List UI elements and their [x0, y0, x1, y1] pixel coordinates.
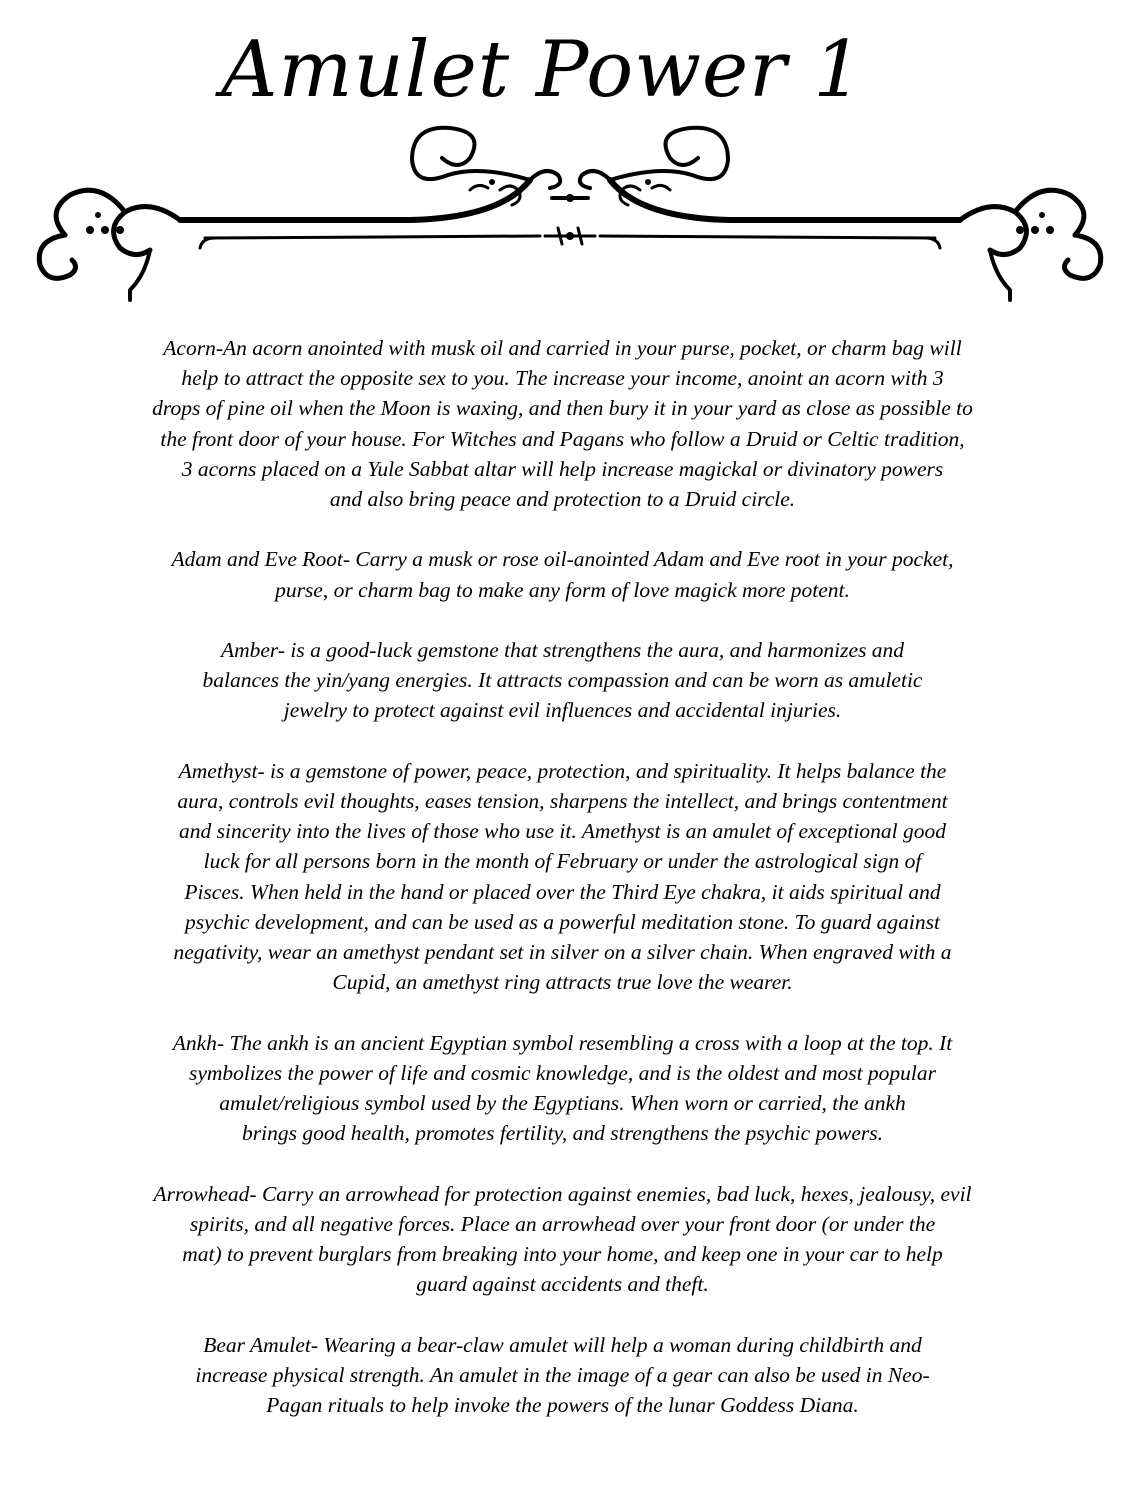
entry-line: Amber- is a good-luck gemstone that strengthens the aura, and harmonizes and	[220, 638, 905, 662]
entry-line: brings good health, promotes fertility, and strengthens the psychic powers.	[242, 1121, 883, 1146]
entry-line: and also bring peace and protection to a Druid circle.	[329, 487, 796, 512]
entry-acorn	[60, 333, 1065, 514]
entry-line: balances the yin/yang energies. It attracts compassion and can be worn as amuletic	[202, 668, 923, 693]
entry-line: spirits, and all negative forces. Place an arrowhead over your front door (or under the	[189, 1211, 936, 1236]
entry-amethyst	[60, 756, 1065, 998]
page-title: Amulet Power 1	[221, 25, 864, 115]
entry-line: symbolizes the power of life and cosmic knowledge, and is the oldest and most popular	[188, 1060, 937, 1085]
entry-line: Cupid, an amethyst ring attracts true love the wearer.	[332, 970, 793, 995]
entry-line: Ankh- The ankh is an ancient Egyptian symbol resembling a cross with a loop at the top. It	[172, 1030, 953, 1055]
entry-line: 3 acorns placed on a Yule Sabbat altar will help increase magickal or divinatory powers	[181, 456, 944, 481]
entry-bear-amulet	[60, 1330, 1065, 1421]
entry-line: jewelry to protect against evil influences and accidental injuries.	[283, 698, 842, 723]
ornamental-divider	[30, 120, 1110, 305]
entry-line: the front door of your house. For Witches and Pagans who follow a Druid or Celtic tradition,	[160, 426, 965, 451]
entry-line: guard against accidents and theft.	[416, 1272, 709, 1297]
entry-line: aura, controls evil thoughts, eases tension, sharpens the intellect, and brings contentment	[177, 789, 948, 813]
entry-ankh	[60, 1028, 1065, 1149]
entry-adam-and-eve-root	[60, 544, 1065, 604]
entry-amber	[60, 635, 1065, 726]
entry-line: purse, or charm bag to make any form of love magick more potent.	[275, 577, 850, 602]
entry-line: Pisces. When held in the hand or placed over the Third Eye chakra, it aids spiritual and	[184, 879, 941, 904]
entry-line: help to attract the opposite sex to you. The increase your income, anoint an acorn with 3	[181, 366, 944, 391]
entry-line: psychic development, and can be used as a powerful meditation stone. To guard against	[184, 909, 940, 934]
entry-line: Pagan rituals to help invoke the powers of the lunar Goddess Diana.	[266, 1393, 859, 1418]
entry-line: Acorn-An acorn anointed with musk oil and carried in your purse, pocket, or charm bag will	[163, 336, 962, 360]
entry-line: luck for all persons born in the month of February or under the astrological sign of	[203, 849, 922, 874]
entry-arrowhead	[60, 1179, 1065, 1300]
entry-line: Bear Amulet- Wearing a bear-claw amulet will help a woman during childbirth and	[203, 1332, 922, 1357]
entry-line: and sincerity into the lives of those who use it. Amethyst is an amulet of exceptional good	[179, 819, 946, 844]
entry-line: drops of pine oil when the Moon is waxing, and then bury it in your yard as close as possible to	[152, 396, 973, 421]
entry-line: Arrowhead- Carry an arrowhead for protection against enemies, bad luck, hexes, jealousy, evil	[153, 1181, 972, 1206]
entry-line: increase physical strength. An amulet in the image of a gear can also be used in Neo-	[195, 1362, 930, 1387]
amulet-entries	[60, 333, 1065, 1450]
entry-line: negativity, wear an amethyst pendant set in silver on a silver chain. When engraved with a	[173, 940, 952, 965]
entry-line: Adam and Eve Root- Carry a musk or rose oil-anointed Adam and Eve root in your pocket,	[171, 547, 954, 572]
entry-line: amulet/religious symbol used by the Egyptians. When worn or carried, the ankh	[219, 1091, 906, 1116]
entry-line: Amethyst- is a gemstone of power, peace, protection, and spirituality. It helps balance the	[178, 758, 947, 783]
entry-line: mat) to prevent burglars from breaking into your home, and keep one in your car to help	[182, 1242, 943, 1267]
